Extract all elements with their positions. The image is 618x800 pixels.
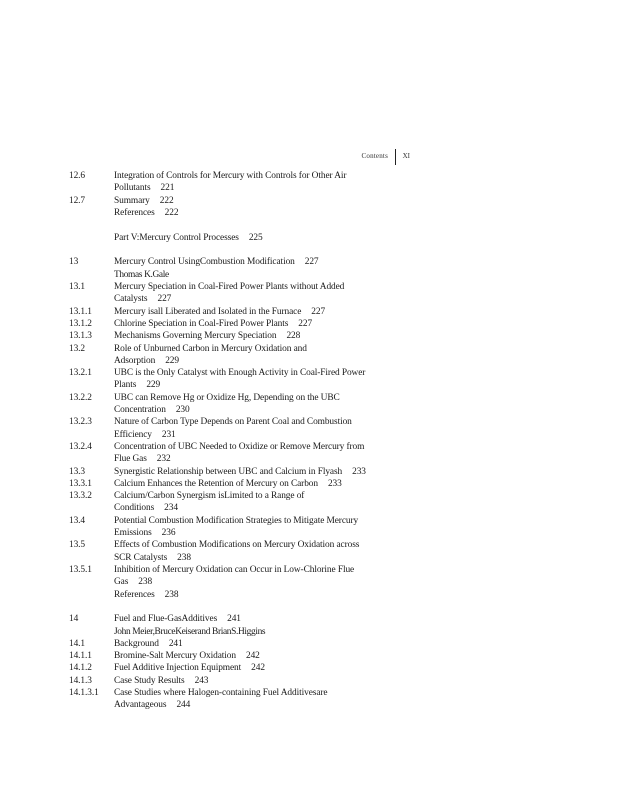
toc-title bbox=[114, 613, 399, 625]
toc-title bbox=[114, 306, 399, 318]
toc-entry[interactable] bbox=[69, 687, 399, 712]
toc-title bbox=[114, 638, 399, 650]
toc-section-number: 14.1.2 bbox=[69, 663, 92, 674]
toc-title-continuation: Flue Gas bbox=[114, 454, 147, 465]
toc-entry[interactable] bbox=[69, 650, 399, 662]
toc-title bbox=[114, 318, 399, 330]
toc-title-text: Mechanisms Governing Mercury Speciation bbox=[114, 331, 277, 342]
toc-entry[interactable] bbox=[69, 675, 399, 687]
toc-section-number: 14 bbox=[69, 614, 79, 625]
toc-entry[interactable] bbox=[69, 441, 399, 466]
toc-page-number: 242 bbox=[245, 651, 260, 662]
toc-entry[interactable] bbox=[69, 638, 399, 650]
header-divider bbox=[395, 149, 396, 165]
toc-title-text: Background bbox=[114, 638, 159, 649]
toc-title bbox=[114, 207, 399, 219]
toc-page-number: 228 bbox=[286, 331, 301, 342]
toc-title-text: Inhibition of Mercury Oxidation can Occur in Low-Chlorine Flue bbox=[114, 564, 355, 575]
toc-title-continuation: Catalysts bbox=[114, 294, 148, 305]
toc-section-number: 13.3.1 bbox=[69, 478, 92, 489]
toc-title-text: References bbox=[114, 589, 155, 600]
toc-title bbox=[114, 343, 399, 368]
toc-entry[interactable] bbox=[69, 306, 399, 318]
toc-title-text: Part V:Mercury Control Processes bbox=[114, 232, 239, 243]
toc-section-number: 13.1.3 bbox=[69, 331, 92, 342]
toc-title-text: Thomas K.Gale bbox=[114, 269, 169, 280]
toc-title-text: Synergistic Relationship between UBC and Calcium in Flyash bbox=[114, 466, 343, 477]
toc-section-number: 13.5 bbox=[69, 540, 86, 551]
toc-title-continuation: Emissions bbox=[114, 528, 152, 539]
toc-title-continuation: Concentration bbox=[114, 405, 166, 416]
toc-page-number: 231 bbox=[161, 429, 176, 440]
toc-title bbox=[114, 269, 399, 281]
toc-title bbox=[114, 170, 399, 195]
toc-title bbox=[114, 367, 399, 392]
toc-title-text: Fuel Additive Injection Equipment bbox=[114, 663, 242, 674]
toc-title bbox=[114, 650, 399, 662]
toc-entry[interactable] bbox=[69, 416, 399, 441]
toc-title-text: References bbox=[114, 207, 155, 218]
toc-section-number: 14.1.1 bbox=[69, 651, 92, 662]
toc-title bbox=[114, 515, 399, 540]
toc-entry[interactable] bbox=[69, 662, 399, 674]
toc-title-text: Calcium Enhances the Retention of Mercury on Carbon bbox=[114, 478, 318, 489]
toc-title-continuation: Conditions bbox=[114, 503, 155, 514]
toc-entry[interactable] bbox=[69, 490, 399, 515]
header-label: Contents bbox=[361, 152, 388, 160]
toc-gap bbox=[69, 244, 399, 257]
toc-title-text: Mercury isall Liberated and Isolated in the Furnace bbox=[114, 306, 302, 317]
toc-entry[interactable] bbox=[69, 367, 399, 392]
toc-title bbox=[114, 330, 399, 342]
toc-section-number: 13.2.3 bbox=[69, 417, 92, 428]
toc-entry[interactable] bbox=[69, 478, 399, 490]
toc-title bbox=[114, 564, 399, 589]
toc-page-number: 241 bbox=[227, 614, 241, 625]
toc-section-number: 12.6 bbox=[69, 171, 86, 181]
toc-page-number: 234 bbox=[164, 503, 178, 514]
toc-title-continuation: Efficiency bbox=[114, 429, 152, 440]
toc-section-number: 13.2 bbox=[69, 343, 86, 354]
toc-page-number: 244 bbox=[176, 700, 191, 711]
toc-title bbox=[114, 589, 399, 601]
toc-page-number: 227 bbox=[311, 306, 326, 317]
toc-section-number: 13.4 bbox=[69, 515, 86, 526]
toc-entry[interactable] bbox=[69, 318, 399, 330]
toc-entry[interactable] bbox=[69, 330, 399, 342]
toc-title bbox=[114, 675, 399, 687]
toc-title-continuation: Advantageous bbox=[114, 700, 167, 711]
toc-entry[interactable] bbox=[69, 195, 399, 207]
toc-title-text: Bromine-Salt Mercury Oxidation bbox=[114, 651, 236, 662]
toc-section-number: 13.3.2 bbox=[69, 491, 92, 502]
toc-title-text: Concentration of UBC Needed to Oxidize or Remove Mercury from bbox=[114, 441, 365, 452]
toc-page-number: 232 bbox=[156, 454, 171, 465]
table-of-contents bbox=[69, 170, 399, 712]
header-page-number: XI bbox=[402, 152, 410, 160]
toc-title bbox=[114, 478, 399, 490]
toc-gap bbox=[69, 219, 399, 232]
toc-title bbox=[114, 539, 399, 564]
toc-title-text: Summary bbox=[114, 195, 150, 206]
toc-section-number: 13.5.1 bbox=[69, 564, 92, 575]
toc-entry[interactable] bbox=[69, 589, 399, 601]
toc-page-number: 236 bbox=[161, 528, 176, 539]
toc-title bbox=[114, 687, 399, 712]
toc-entry[interactable] bbox=[69, 613, 399, 625]
toc-entry[interactable] bbox=[69, 256, 399, 268]
toc-page-number: 238 bbox=[164, 589, 179, 600]
toc-entry[interactable] bbox=[69, 207, 399, 219]
toc-title-text: Effects of Combustion Modifications on Mercury Oxidation across bbox=[114, 540, 360, 551]
toc-title-text: Role of Unburned Carbon in Mercury Oxidation and bbox=[114, 343, 307, 354]
toc-section-number: 13.1.2 bbox=[69, 318, 92, 329]
toc-section-number: 12.7 bbox=[69, 195, 86, 206]
toc-title-text: UBC can Remove Hg or Oxidize Hg, Depending on the UBC bbox=[114, 392, 340, 403]
toc-title bbox=[114, 256, 399, 268]
toc-title-continuation: SCR Catalysts bbox=[114, 552, 168, 563]
toc-page-number: 242 bbox=[251, 663, 265, 674]
toc-title bbox=[114, 392, 399, 417]
toc-section-number: 14.1 bbox=[69, 638, 86, 649]
toc-title-text: Integration of Controls for Mercury with Controls for Other Air bbox=[114, 171, 347, 181]
toc-title-text: Case Studies where Halogen-containing Fuel Additivesare bbox=[114, 688, 328, 699]
toc-title-text: Potential Combustion Modification Strategies to Mitigate Mercury bbox=[114, 515, 359, 526]
toc-page-number: 225 bbox=[248, 232, 263, 243]
toc-gap bbox=[69, 601, 399, 614]
toc-page-number: 243 bbox=[194, 675, 209, 686]
toc-section-number: 13.3 bbox=[69, 466, 86, 477]
toc-section-number: 13 bbox=[69, 257, 79, 268]
toc-title-text: John Meier,BruceKeiserand BrianS.Higgins bbox=[114, 626, 266, 637]
toc-section-number: 13.1.1 bbox=[69, 306, 92, 317]
toc-page-number: 229 bbox=[146, 380, 161, 391]
toc-title bbox=[114, 490, 399, 515]
toc-section-number: 13.2.1 bbox=[69, 368, 92, 379]
toc-page-number: 230 bbox=[175, 405, 190, 416]
toc-entry[interactable] bbox=[69, 392, 399, 417]
toc-title bbox=[114, 281, 399, 306]
toc-title-text: Case Study Results bbox=[114, 675, 185, 686]
running-header bbox=[340, 150, 410, 166]
toc-title-continuation: Pollutants bbox=[114, 183, 151, 194]
toc-title-text: Mercury Control UsingCombustion Modification bbox=[114, 257, 295, 268]
toc-title bbox=[114, 626, 399, 638]
toc-page-number: 233 bbox=[352, 466, 366, 477]
toc-page-number: 227 bbox=[298, 318, 313, 329]
toc-title-text: UBC is the Only Catalyst with Enough Activity in Coal-Fired Power bbox=[114, 368, 366, 379]
toc-title-text: Calcium/Carbon Synergism isLimited to a Range of bbox=[114, 491, 305, 502]
toc-title-continuation: Gas bbox=[114, 577, 129, 588]
toc-page-number: 238 bbox=[138, 577, 153, 588]
toc-authors bbox=[69, 269, 399, 281]
toc-title bbox=[114, 466, 399, 478]
toc-page-number: 233 bbox=[327, 478, 342, 489]
toc-page-number: 222 bbox=[159, 195, 174, 206]
toc-title-text: Chlorine Speciation in Coal-Fired Power Plants bbox=[114, 318, 289, 329]
toc-page-number: 238 bbox=[177, 552, 191, 563]
toc-title-text: Mercury Speciation in Coal-Fired Power Plants without Added bbox=[114, 282, 345, 293]
toc-entry[interactable] bbox=[69, 232, 399, 244]
toc-page-number: 221 bbox=[160, 183, 175, 194]
toc-entry[interactable] bbox=[69, 466, 399, 478]
toc-title bbox=[114, 662, 399, 674]
toc-section-number: 14.1.3.1 bbox=[69, 688, 99, 699]
toc-title bbox=[114, 232, 399, 244]
toc-entry[interactable] bbox=[69, 343, 399, 368]
toc-page-number: 229 bbox=[165, 355, 179, 366]
toc-page-number: 227 bbox=[304, 257, 319, 268]
toc-entry[interactable] bbox=[69, 170, 399, 195]
toc-title-text: Fuel and Flue-GasAdditives bbox=[114, 614, 218, 625]
toc-title-continuation: Adsorption bbox=[114, 355, 156, 366]
toc-entry[interactable] bbox=[69, 539, 399, 564]
toc-section-number: 13.1 bbox=[69, 282, 86, 293]
toc-page-number: 227 bbox=[157, 294, 172, 305]
toc-page-number: 241 bbox=[168, 638, 183, 649]
toc-section-number: 13.2.4 bbox=[69, 441, 92, 452]
toc-entry[interactable] bbox=[69, 564, 399, 589]
toc-title bbox=[114, 416, 399, 441]
toc-section-number: 14.1.3 bbox=[69, 675, 92, 686]
toc-title bbox=[114, 195, 399, 207]
toc-authors bbox=[69, 626, 399, 638]
toc-title bbox=[114, 441, 399, 466]
toc-title-text: Nature of Carbon Type Depends on Parent Coal and Combustion bbox=[114, 417, 352, 428]
toc-page-number: 222 bbox=[164, 207, 179, 218]
toc-title-continuation: Plants bbox=[114, 380, 137, 391]
toc-section-number: 13.2.2 bbox=[69, 392, 92, 403]
toc-entry[interactable] bbox=[69, 281, 399, 306]
toc-entry[interactable] bbox=[69, 515, 399, 540]
